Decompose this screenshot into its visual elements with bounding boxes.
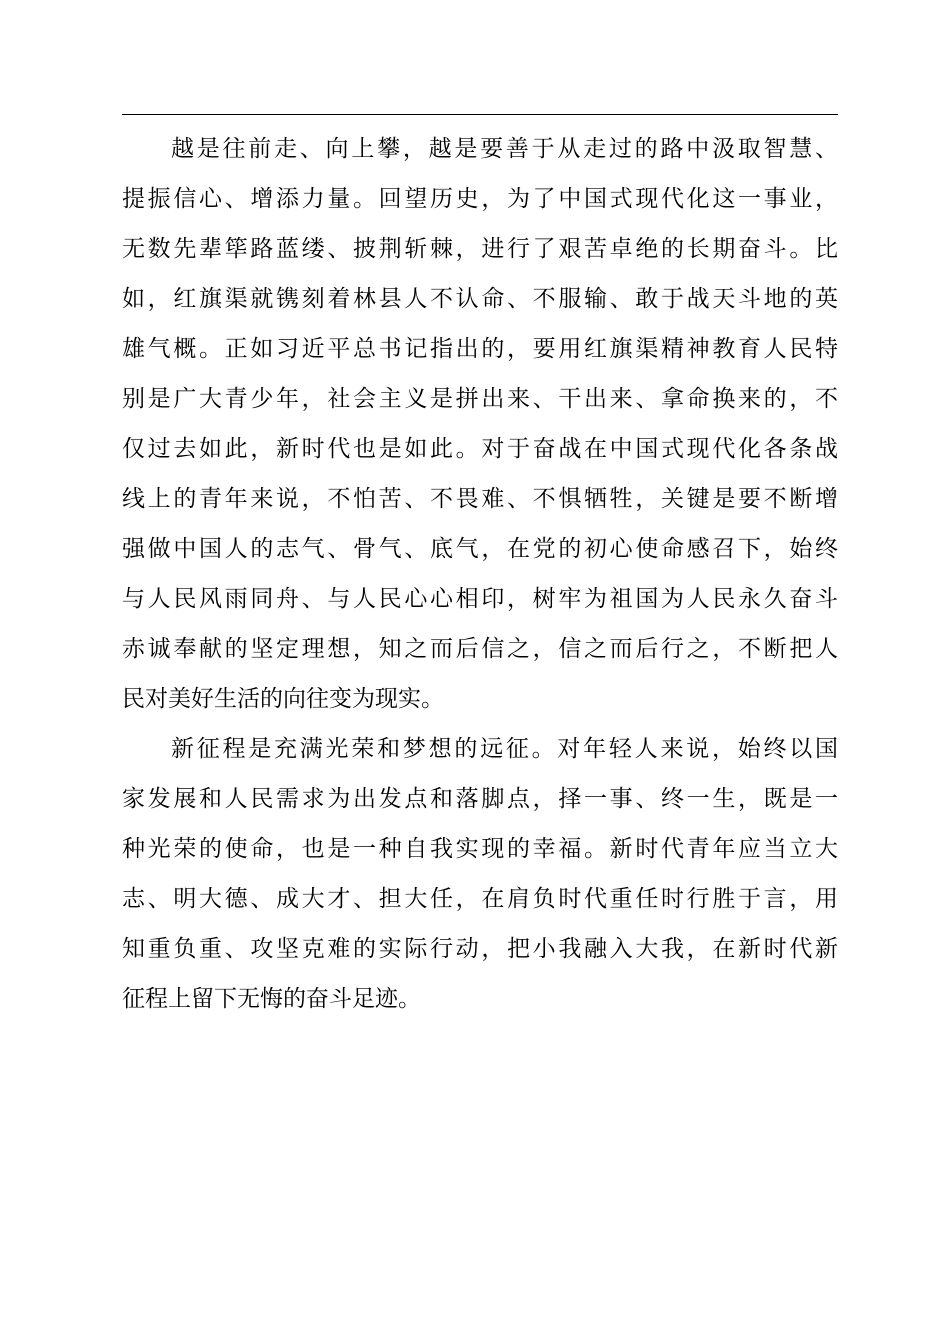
text-line: 民对美好生活的向往变为现实。 [122,686,444,712]
header-rule [122,114,838,115]
text-line: 越是往前走、向上攀，越是要善于从走过的路中汲取智慧、 [171,136,838,162]
paragraph-2 [122,724,838,1024]
text-line: 仅过去如此，新时代也是如此。对于奋战在中国式现代化各条战 [122,436,838,462]
body-text [122,124,838,1024]
text-line: 无数先辈筚路蓝缕、披荆斩棘，进行了艰苦卓绝的长期奋斗。比 [122,236,838,262]
text-line: 提振信心、增添力量。回望历史，为了中国式现代化这一事业， [122,186,838,212]
text-line: 别是广大青少年，社会主义是拼出来、干出来、拿命换来的，不 [122,386,838,412]
text-line: 强做中国人的志气、骨气、底气，在党的初心使命感召下，始终 [122,536,838,562]
text-line: 志、明大德、成大才、担大任，在肩负时代重任时行胜于言，用 [122,886,838,912]
text-line: 征程上留下无悔的奋斗足迹。 [122,986,421,1012]
text-line: 赤诚奉献的坚定理想，知之而后信之，信之而后行之，不断把人 [122,636,838,662]
paragraph-1 [122,124,838,724]
text-line: 与人民风雨同舟、与人民心心相印，树牢为祖国为人民永久奋斗 [122,586,838,612]
text-line: 种光荣的使命，也是一种自我实现的幸福。新时代青年应当立大 [122,836,838,862]
text-line: 家发展和人民需求为出发点和落脚点，择一事、终一生，既是一 [122,786,838,812]
text-line: 如，红旗渠就镌刻着林县人不认命、不服输、敢于战天斗地的英 [122,286,838,312]
text-line: 线上的青年来说，不怕苦、不畏难、不惧牺牲，关键是要不断增 [122,486,838,512]
text-line: 新征程是充满光荣和梦想的远征。对年轻人来说，始终以国 [171,736,838,762]
text-line: 雄气概。正如习近平总书记指出的，要用红旗渠精神教育人民特 [122,336,838,362]
text-line: 知重负重、攻坚克难的实际行动，把小我融入大我，在新时代新 [122,936,838,962]
